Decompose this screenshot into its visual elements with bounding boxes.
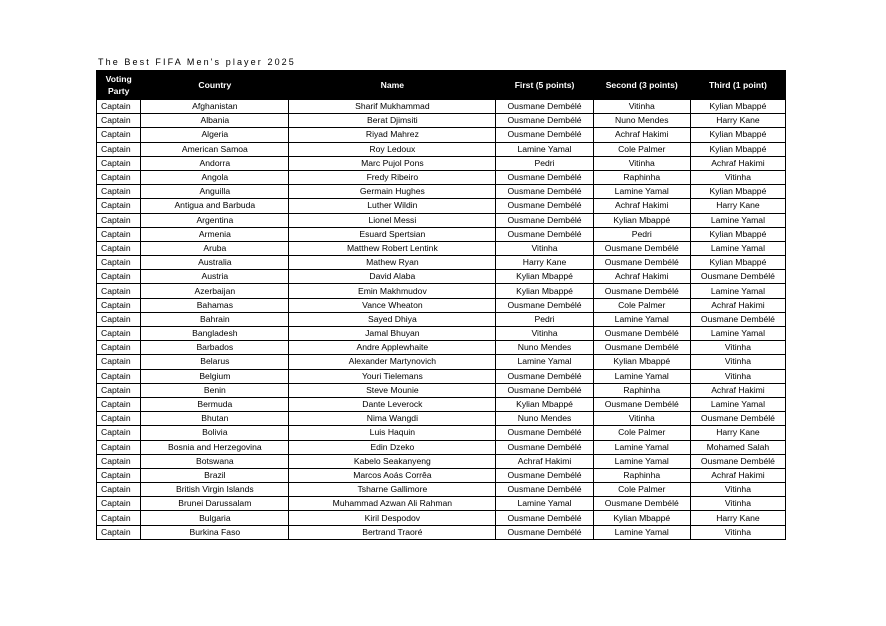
voting-party-cell: Captain xyxy=(97,397,141,411)
third-choice-cell: Harry Kane xyxy=(690,426,785,440)
voting-party-cell: Captain xyxy=(97,525,141,539)
second-choice-cell: Raphinha xyxy=(593,468,690,482)
third-choice-cell: Ousmane Dembélé xyxy=(690,454,785,468)
first-choice-cell: Lamine Yamal xyxy=(496,497,593,511)
voting-party-cell: Captain xyxy=(97,142,141,156)
table-row xyxy=(97,213,786,227)
name-cell: Luther Wildin xyxy=(289,199,496,213)
country-cell: Belarus xyxy=(141,355,289,369)
first-choice-cell: Nuno Mendes xyxy=(496,412,593,426)
voting-party-cell: Captain xyxy=(97,114,141,128)
second-choice-cell: Lamine Yamal xyxy=(593,312,690,326)
country-cell: Armenia xyxy=(141,227,289,241)
voting-party-cell: Captain xyxy=(97,511,141,525)
first-choice-cell: Kylian Mbappé xyxy=(496,284,593,298)
second-choice-cell: Lamine Yamal xyxy=(593,185,690,199)
third-choice-cell: Lamine Yamal xyxy=(690,241,785,255)
first-choice-cell: Ousmane Dembélé xyxy=(496,199,593,213)
first-choice-cell: Nuno Mendes xyxy=(496,341,593,355)
country-cell: Bosnia and Herzegovina xyxy=(141,440,289,454)
third-choice-cell: Harry Kane xyxy=(690,114,785,128)
third-choice-cell: Harry Kane xyxy=(690,511,785,525)
name-cell: Jamal Bhuyan xyxy=(289,327,496,341)
second-choice-cell: Ousmane Dembélé xyxy=(593,341,690,355)
name-cell: Bertrand Traoré xyxy=(289,525,496,539)
table-row xyxy=(97,185,786,199)
name-cell: Esuard Spertsian xyxy=(289,227,496,241)
name-cell: Matthew Robert Lentink xyxy=(289,241,496,255)
first-choice-cell: Ousmane Dembélé xyxy=(496,170,593,184)
voting-party-cell: Captain xyxy=(97,241,141,255)
country-cell: Burkina Faso xyxy=(141,525,289,539)
name-cell: Andre Applewhaite xyxy=(289,341,496,355)
table-row xyxy=(97,284,786,298)
second-choice-cell: Achraf Hakimi xyxy=(593,199,690,213)
first-choice-cell: Ousmane Dembélé xyxy=(496,128,593,142)
table-body xyxy=(97,100,786,540)
name-cell: Sayed Dhiya xyxy=(289,312,496,326)
voting-party-cell: Captain xyxy=(97,156,141,170)
country-cell: Belgium xyxy=(141,369,289,383)
third-choice-cell: Kylian Mbappé xyxy=(690,185,785,199)
first-choice-cell: Kylian Mbappé xyxy=(496,397,593,411)
country-cell: Australia xyxy=(141,256,289,270)
name-cell: Vance Wheaton xyxy=(289,298,496,312)
third-choice-cell: Harry Kane xyxy=(690,199,785,213)
voting-party-cell: Captain xyxy=(97,341,141,355)
header-first: First (5 points) xyxy=(496,71,593,100)
name-cell: Emin Makhmudov xyxy=(289,284,496,298)
first-choice-cell: Ousmane Dembélé xyxy=(496,426,593,440)
second-choice-cell: Vitinha xyxy=(593,412,690,426)
first-choice-cell: Pedri xyxy=(496,312,593,326)
table-row xyxy=(97,170,786,184)
voting-party-cell: Captain xyxy=(97,426,141,440)
third-choice-cell: Lamine Yamal xyxy=(690,213,785,227)
second-choice-cell: Cole Palmer xyxy=(593,298,690,312)
second-choice-cell: Raphinha xyxy=(593,383,690,397)
country-cell: Barbados xyxy=(141,341,289,355)
header-second: Second (3 points) xyxy=(593,71,690,100)
header-voting-party: Voting Party xyxy=(97,71,141,100)
table-row xyxy=(97,312,786,326)
name-cell: Tsharne Gallimore xyxy=(289,483,496,497)
second-choice-cell: Lamine Yamal xyxy=(593,454,690,468)
third-choice-cell: Kylian Mbappé xyxy=(690,256,785,270)
country-cell: Austria xyxy=(141,270,289,284)
table-row xyxy=(97,128,786,142)
third-choice-cell: Achraf Hakimi xyxy=(690,298,785,312)
third-choice-cell: Achraf Hakimi xyxy=(690,383,785,397)
table-row xyxy=(97,525,786,539)
third-choice-cell: Vitinha xyxy=(690,525,785,539)
voting-party-cell: Captain xyxy=(97,170,141,184)
second-choice-cell: Kylian Mbappé xyxy=(593,355,690,369)
second-choice-cell: Lamine Yamal xyxy=(593,369,690,383)
second-choice-cell: Kylian Mbappé xyxy=(593,213,690,227)
voting-party-cell: Captain xyxy=(97,256,141,270)
country-cell: Azerbaijan xyxy=(141,284,289,298)
voting-party-cell: Captain xyxy=(97,128,141,142)
voting-party-cell: Captain xyxy=(97,327,141,341)
name-cell: Lionel Messi xyxy=(289,213,496,227)
third-choice-cell: Kylian Mbappé xyxy=(690,128,785,142)
third-choice-cell: Lamine Yamal xyxy=(690,327,785,341)
table-row xyxy=(97,497,786,511)
second-choice-cell: Vitinha xyxy=(593,100,690,114)
name-cell: Sharif Mukhammad xyxy=(289,100,496,114)
third-choice-cell: Ousmane Dembélé xyxy=(690,412,785,426)
name-cell: Kabelo Seakanyeng xyxy=(289,454,496,468)
name-cell: Mathew Ryan xyxy=(289,256,496,270)
name-cell: Steve Mounie xyxy=(289,383,496,397)
voting-party-cell: Captain xyxy=(97,369,141,383)
first-choice-cell: Ousmane Dembélé xyxy=(496,100,593,114)
country-cell: British Virgin Islands xyxy=(141,483,289,497)
table-row xyxy=(97,355,786,369)
first-choice-cell: Lamine Yamal xyxy=(496,142,593,156)
table-row xyxy=(97,426,786,440)
third-choice-cell: Achraf Hakimi xyxy=(690,156,785,170)
third-choice-cell: Kylian Mbappé xyxy=(690,142,785,156)
table-row xyxy=(97,483,786,497)
second-choice-cell: Nuno Mendes xyxy=(593,114,690,128)
voting-party-cell: Captain xyxy=(97,468,141,482)
country-cell: Botswana xyxy=(141,454,289,468)
third-choice-cell: Kylian Mbappé xyxy=(690,227,785,241)
first-choice-cell: Vitinha xyxy=(496,327,593,341)
voting-party-cell: Captain xyxy=(97,100,141,114)
first-choice-cell: Lamine Yamal xyxy=(496,355,593,369)
voting-party-cell: Captain xyxy=(97,483,141,497)
name-cell: Marc Pujol Pons xyxy=(289,156,496,170)
voting-party-cell: Captain xyxy=(97,355,141,369)
first-choice-cell: Vitinha xyxy=(496,241,593,255)
third-choice-cell: Ousmane Dembélé xyxy=(690,312,785,326)
second-choice-cell: Raphinha xyxy=(593,170,690,184)
country-cell: Andorra xyxy=(141,156,289,170)
table-row xyxy=(97,369,786,383)
document-title: The Best FIFA Men's player 2025 xyxy=(98,57,296,67)
table-row xyxy=(97,199,786,213)
first-choice-cell: Ousmane Dembélé xyxy=(496,483,593,497)
country-cell: Bolivia xyxy=(141,426,289,440)
name-cell: Youri Tielemans xyxy=(289,369,496,383)
table-row xyxy=(97,156,786,170)
second-choice-cell: Kylian Mbappé xyxy=(593,511,690,525)
table-row xyxy=(97,397,786,411)
second-choice-cell: Cole Palmer xyxy=(593,426,690,440)
country-cell: Argentina xyxy=(141,213,289,227)
voting-party-cell: Captain xyxy=(97,440,141,454)
voting-party-cell: Captain xyxy=(97,312,141,326)
second-choice-cell: Ousmane Dembélé xyxy=(593,256,690,270)
second-choice-cell: Ousmane Dembélé xyxy=(593,327,690,341)
third-choice-cell: Vitinha xyxy=(690,497,785,511)
name-cell: Edin Dzeko xyxy=(289,440,496,454)
header-country: Country xyxy=(141,71,289,100)
first-choice-cell: Ousmane Dembélé xyxy=(496,298,593,312)
voting-party-cell: Captain xyxy=(97,497,141,511)
country-cell: Bermuda xyxy=(141,397,289,411)
header-row xyxy=(97,71,786,100)
first-choice-cell: Pedri xyxy=(496,156,593,170)
country-cell: Benin xyxy=(141,383,289,397)
second-choice-cell: Achraf Hakimi xyxy=(593,270,690,284)
first-choice-cell: Ousmane Dembélé xyxy=(496,468,593,482)
table-row xyxy=(97,256,786,270)
second-choice-cell: Achraf Hakimi xyxy=(593,128,690,142)
table-row xyxy=(97,227,786,241)
table-row xyxy=(97,440,786,454)
third-choice-cell: Vitinha xyxy=(690,341,785,355)
third-choice-cell: Kylian Mbappé xyxy=(690,100,785,114)
first-choice-cell: Ousmane Dembélé xyxy=(496,114,593,128)
header-third: Third (1 point) xyxy=(690,71,785,100)
first-choice-cell: Ousmane Dembélé xyxy=(496,440,593,454)
header-name: Name xyxy=(289,71,496,100)
second-choice-cell: Cole Palmer xyxy=(593,483,690,497)
table-row xyxy=(97,241,786,255)
voting-party-cell: Captain xyxy=(97,284,141,298)
name-cell: Fredy Ribeiro xyxy=(289,170,496,184)
table-row xyxy=(97,114,786,128)
country-cell: Bahrain xyxy=(141,312,289,326)
third-choice-cell: Vitinha xyxy=(690,355,785,369)
table-row xyxy=(97,511,786,525)
voting-party-cell: Captain xyxy=(97,185,141,199)
second-choice-cell: Ousmane Dembélé xyxy=(593,241,690,255)
first-choice-cell: Harry Kane xyxy=(496,256,593,270)
first-choice-cell: Kylian Mbappé xyxy=(496,270,593,284)
first-choice-cell: Ousmane Dembélé xyxy=(496,185,593,199)
second-choice-cell: Ousmane Dembélé xyxy=(593,397,690,411)
name-cell: David Alaba xyxy=(289,270,496,284)
third-choice-cell: Ousmane Dembélé xyxy=(690,270,785,284)
country-cell: Anguilla xyxy=(141,185,289,199)
country-cell: Bangladesh xyxy=(141,327,289,341)
country-cell: Aruba xyxy=(141,241,289,255)
votes-table xyxy=(96,70,786,540)
table-row xyxy=(97,468,786,482)
country-cell: Antigua and Barbuda xyxy=(141,199,289,213)
name-cell: Luis Haquin xyxy=(289,426,496,440)
first-choice-cell: Ousmane Dembélé xyxy=(496,383,593,397)
first-choice-cell: Ousmane Dembélé xyxy=(496,369,593,383)
table-row xyxy=(97,270,786,284)
country-cell: American Samoa xyxy=(141,142,289,156)
name-cell: Dante Leverock xyxy=(289,397,496,411)
second-choice-cell: Lamine Yamal xyxy=(593,440,690,454)
name-cell: Germain Hughes xyxy=(289,185,496,199)
country-cell: Brunei Darussalam xyxy=(141,497,289,511)
table-row xyxy=(97,327,786,341)
country-cell: Afghanistan xyxy=(141,100,289,114)
third-choice-cell: Vitinha xyxy=(690,170,785,184)
table-row xyxy=(97,298,786,312)
name-cell: Nima Wangdi xyxy=(289,412,496,426)
first-choice-cell: Achraf Hakimi xyxy=(496,454,593,468)
voting-party-cell: Captain xyxy=(97,227,141,241)
country-cell: Angola xyxy=(141,170,289,184)
third-choice-cell: Achraf Hakimi xyxy=(690,468,785,482)
third-choice-cell: Lamine Yamal xyxy=(690,284,785,298)
country-cell: Algeria xyxy=(141,128,289,142)
second-choice-cell: Cole Palmer xyxy=(593,142,690,156)
table-row xyxy=(97,341,786,355)
third-choice-cell: Vitinha xyxy=(690,369,785,383)
voting-party-cell: Captain xyxy=(97,454,141,468)
second-choice-cell: Ousmane Dembélé xyxy=(593,284,690,298)
first-choice-cell: Ousmane Dembélé xyxy=(496,525,593,539)
name-cell: Muhammad Azwan Ali Rahman xyxy=(289,497,496,511)
name-cell: Alexander Martynovich xyxy=(289,355,496,369)
voting-party-cell: Captain xyxy=(97,199,141,213)
table-row xyxy=(97,100,786,114)
second-choice-cell: Ousmane Dembélé xyxy=(593,497,690,511)
name-cell: Roy Ledoux xyxy=(289,142,496,156)
voting-party-cell: Captain xyxy=(97,270,141,284)
name-cell: Riyad Mahrez xyxy=(289,128,496,142)
country-cell: Brazil xyxy=(141,468,289,482)
first-choice-cell: Ousmane Dembélé xyxy=(496,227,593,241)
voting-party-cell: Captain xyxy=(97,213,141,227)
table-row xyxy=(97,454,786,468)
second-choice-cell: Vitinha xyxy=(593,156,690,170)
second-choice-cell: Pedri xyxy=(593,227,690,241)
table-row xyxy=(97,412,786,426)
country-cell: Albania xyxy=(141,114,289,128)
country-cell: Bahamas xyxy=(141,298,289,312)
third-choice-cell: Mohamed Salah xyxy=(690,440,785,454)
third-choice-cell: Vitinha xyxy=(690,483,785,497)
second-choice-cell: Lamine Yamal xyxy=(593,525,690,539)
first-choice-cell: Ousmane Dembélé xyxy=(496,213,593,227)
country-cell: Bulgaria xyxy=(141,511,289,525)
table-row xyxy=(97,383,786,397)
country-cell: Bhutan xyxy=(141,412,289,426)
name-cell: Kiril Despodov xyxy=(289,511,496,525)
voting-party-cell: Captain xyxy=(97,383,141,397)
first-choice-cell: Ousmane Dembélé xyxy=(496,511,593,525)
voting-party-cell: Captain xyxy=(97,298,141,312)
table-row xyxy=(97,142,786,156)
third-choice-cell: Lamine Yamal xyxy=(690,397,785,411)
name-cell: Berat Djimsiti xyxy=(289,114,496,128)
name-cell: Marcos Aoás Corrêa xyxy=(289,468,496,482)
voting-party-cell: Captain xyxy=(97,412,141,426)
